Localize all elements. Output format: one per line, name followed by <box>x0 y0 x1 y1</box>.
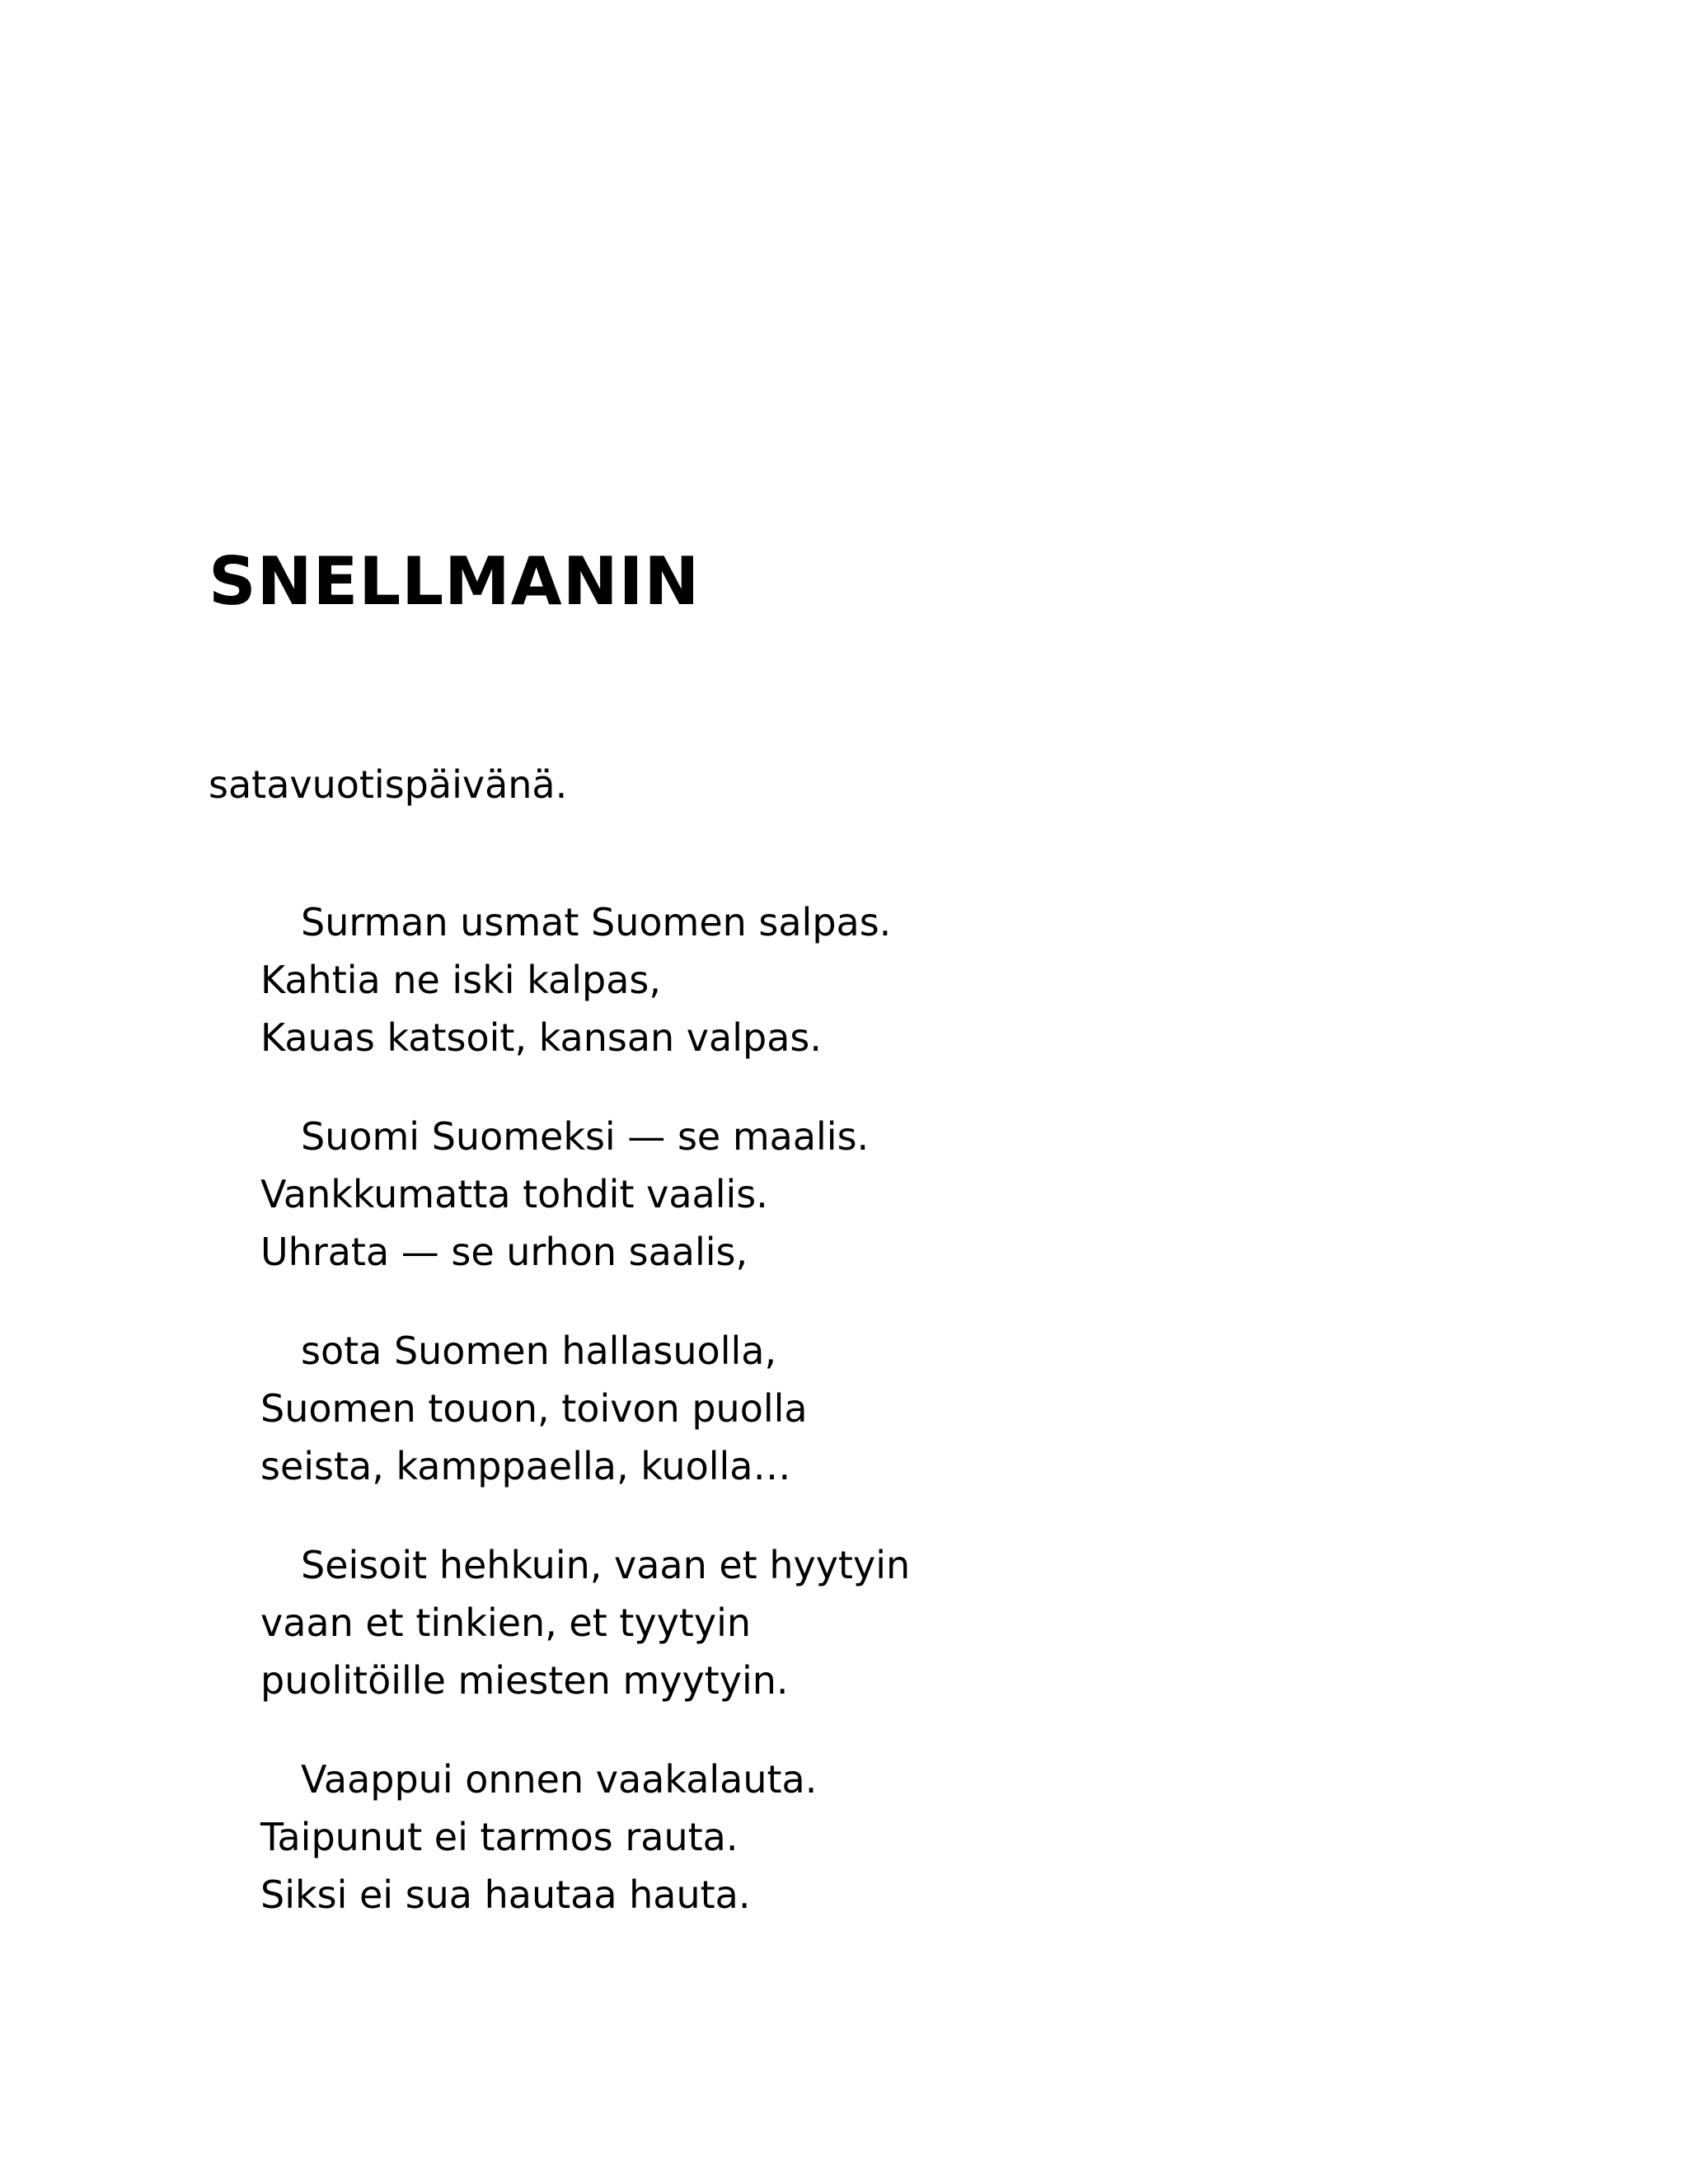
poem-line: Taipunut ei tarmos rauta. <box>260 1815 738 1859</box>
poem-line: Uhrata — se urhon saalis, <box>260 1230 748 1274</box>
poem-line: Surman usmat Suomen salpas. <box>301 900 892 944</box>
poem-subtitle: satavuotispäivänä. <box>209 762 568 807</box>
stanza-1 <box>260 893 1414 1066</box>
poem-line: seista, kamppaella, kuolla… <box>260 1444 791 1488</box>
poem-body <box>260 893 1414 1965</box>
poem-line: vaan et tinkien, et tyytyin <box>260 1601 752 1645</box>
poem-line: Kahtia ne iski kalpas, <box>260 958 661 1002</box>
poem-line: Suomen touon, toivon puolla <box>260 1386 808 1431</box>
poem-title: SNELLMANIN <box>209 543 701 620</box>
poem-line: sota Suomen hallasuolla, <box>301 1329 777 1373</box>
poem-line: Seisoit hehkuin, vaan et hyytyin <box>301 1543 911 1587</box>
stanza-5 <box>260 1750 1414 1924</box>
stanza-4 <box>260 1536 1414 1709</box>
poem-line: Vankkumatta tohdit vaalis. <box>260 1172 768 1216</box>
stanza-2 <box>260 1108 1414 1281</box>
poem-line: puolitöille miesten myytyin. <box>260 1658 789 1703</box>
poem-line: Kauas katsoit, kansan valpas. <box>260 1015 822 1060</box>
poem-line: Siksi ei sua hautaa hauta. <box>260 1872 751 1917</box>
poem-line: Vaappui onnen vaakalauta. <box>301 1757 818 1802</box>
poem-line: Suomi Suomeksi — se maalis. <box>301 1114 870 1159</box>
stanza-3 <box>260 1322 1414 1495</box>
